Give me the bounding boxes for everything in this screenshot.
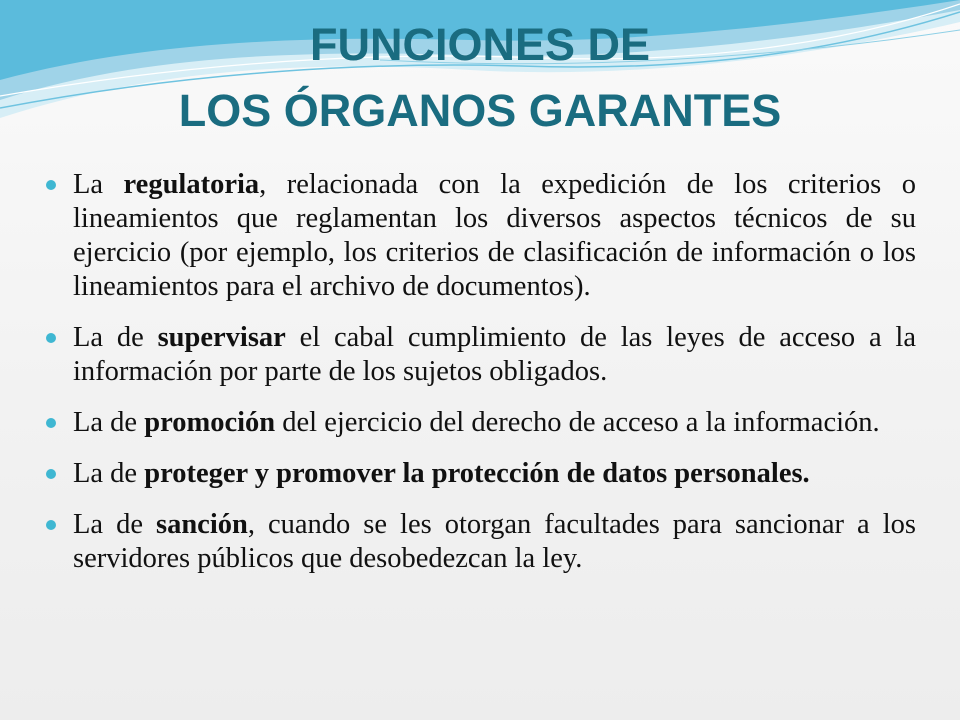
bullet-dot-icon (46, 333, 56, 343)
bullet-text-post: , relacionada con la expedición de los criterios o lineamientos que reglamentan los diversos aspectos técnicos de su ejercicio (por ejemplo, los criterios de clasificación de información o los lineamientos para el archivo de documentos). (73, 169, 916, 302)
bullet-text-post: del ejercicio del derecho de acceso a la información. (275, 407, 880, 438)
bullet-text-post: , cuando se les otorgan facultades para sancionar a los servidores públicos que desobedezcan la ley. (73, 509, 916, 574)
bullet-item-proteger (46, 457, 916, 491)
bullet-item-sancion (46, 508, 916, 576)
bullet-text-pre: La de (73, 322, 158, 353)
bullet-text-bold: supervisar (157, 322, 286, 353)
bullet-text-pre: La (73, 169, 124, 200)
bullet-text-pre: La de (73, 458, 145, 489)
bullet-text-bold: sanción (155, 509, 248, 540)
bullet-item-regulatoria (46, 168, 916, 304)
bullet-text-pre: La de (73, 509, 156, 540)
bullet-dot-icon (46, 418, 56, 428)
bullet-dot-icon (46, 520, 56, 530)
bullet-text-bold: regulatoria (123, 169, 260, 200)
title-line-1: FUNCIONES DE (309, 19, 651, 70)
bullet-text-post: el cabal cumplimiento de las leyes de acceso a la información por parte de los sujetos obligados. (73, 322, 916, 387)
bullet-item-promocion (46, 406, 916, 440)
title-line-2: LOS ÓRGANOS GARANTES (178, 85, 782, 136)
bullet-text-pre: La de (73, 407, 145, 438)
bullet-text-bold: proteger y promover la protección de datos personales. (144, 458, 810, 489)
slide-title (0, 12, 960, 144)
bullet-list (46, 168, 916, 593)
bullet-dot-icon (46, 180, 56, 190)
bullet-item-supervisar (46, 321, 916, 389)
bullet-text-bold: promoción (144, 407, 276, 438)
bullet-dot-icon (46, 469, 56, 479)
